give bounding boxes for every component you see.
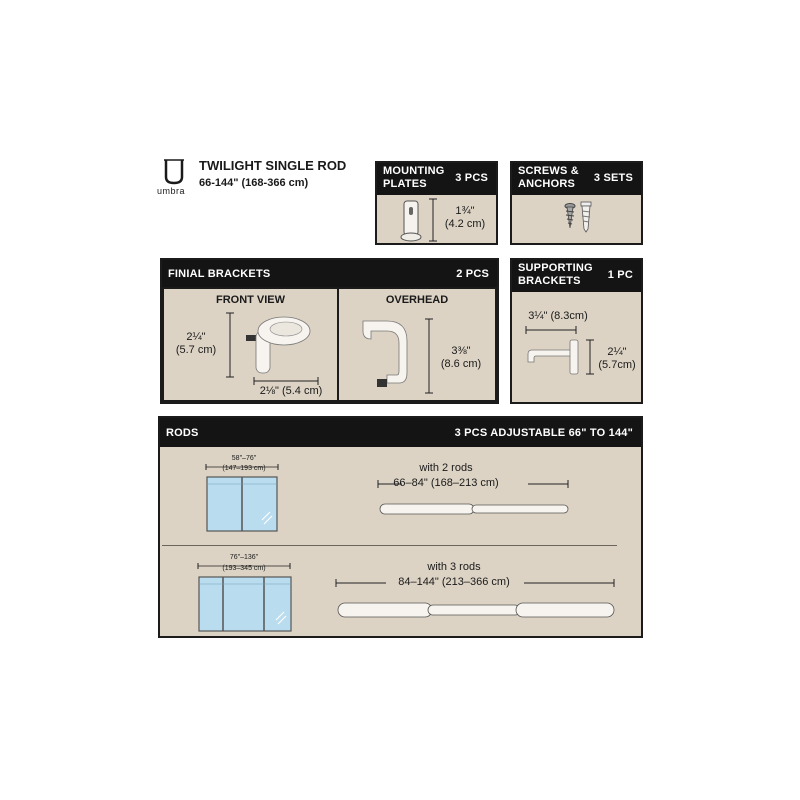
three-rods-length: 84–144" (213–366 cm): [398, 576, 510, 588]
finial-brackets-header: [162, 260, 497, 287]
supporting-depth-line: [526, 326, 576, 334]
screws-label: SCREWS & ANCHORS: [518, 165, 579, 190]
finial-overhead-icon: [357, 317, 413, 391]
mounting-plate-icon: [399, 199, 423, 243]
three-rods-window-range-metric: (193–345 cm): [222, 565, 266, 572]
overhead-dim-metric: (8.6 cm): [440, 358, 482, 370]
overhead-label: OVERHEAD: [385, 294, 449, 306]
rods-header: [160, 418, 641, 447]
mounting-plates-qty: 3 PCS: [455, 172, 488, 184]
product-title: TWILIGHT SINGLE ROD: [199, 158, 347, 173]
mounting-plate-dim-metric: (4.2 cm): [444, 218, 486, 230]
three-rods-icon: [336, 601, 616, 619]
supporting-depth: 3¼" (8.3cm): [528, 310, 588, 322]
front-view-label: FRONT VIEW: [215, 294, 286, 306]
supporting-bracket-icon: [524, 336, 580, 376]
rods-separator: [162, 545, 617, 546]
finial-front-icon: [244, 311, 314, 375]
two-rods-caption: with 2 rods: [419, 462, 473, 474]
two-rods-icon: [378, 502, 570, 516]
brand-name: umbra: [157, 186, 186, 196]
front-view-subpanel: [162, 287, 339, 402]
three-rods-dim-line: [336, 579, 614, 587]
screws-qty: 3 SETS: [593, 172, 633, 184]
rods-panel: [158, 416, 643, 638]
two-rods-window-range-metric: (147–193 cm): [222, 465, 266, 472]
umbra-logo-icon: [163, 159, 185, 185]
window-small-icon: [206, 476, 278, 532]
overhead-subpanel: [337, 287, 497, 402]
screw-icon: [564, 203, 576, 229]
front-view-width: 2⅛" (5.4 cm): [259, 385, 323, 397]
finial-brackets-panel: [160, 258, 499, 404]
window-large-icon: [198, 576, 292, 632]
anchor-icon: [579, 201, 593, 233]
rods-qty: 3 PCS ADJUSTABLE 66" TO 144": [454, 427, 633, 439]
mounting-plate-dim-imperial: 1¾": [455, 205, 475, 217]
two-rods-dim-line: [378, 480, 568, 488]
supporting-brackets-label: SUPPORTING BRACKETS: [518, 262, 593, 287]
mounting-plates-header: [377, 163, 496, 195]
front-view-height-metric: (5.7 cm): [175, 344, 217, 356]
screws-panel: [510, 161, 643, 245]
supporting-brackets-panel: [510, 258, 643, 404]
two-rods-window-range: 58"–76": [231, 455, 257, 462]
front-view-height-line: [226, 313, 234, 377]
supporting-height-metric: (5.7cm): [598, 359, 636, 371]
overhead-dim-imperial: 3⅜": [451, 345, 471, 357]
mounting-plates-panel: [375, 161, 498, 245]
supporting-brackets-qty: 1 PC: [607, 269, 633, 281]
front-view-width-line: [254, 377, 318, 385]
supporting-brackets-header: [512, 260, 641, 292]
front-view-height-imperial: 2¼": [186, 331, 206, 343]
three-rods-caption: with 3 rods: [427, 561, 481, 573]
finial-brackets-label: FINIAL BRACKETS: [168, 268, 271, 280]
mounting-plates-label: MOUNTING PLATES: [383, 165, 445, 190]
rods-label: RODS: [166, 427, 199, 439]
two-rods-length: 66–84" (168–213 cm): [393, 477, 499, 489]
screws-header: [512, 163, 641, 195]
three-rods-window-range: 76"–136": [229, 554, 259, 561]
product-size: 66-144" (168-366 cm): [199, 177, 309, 189]
supporting-height-imperial: 2¼": [607, 346, 627, 358]
finial-brackets-qty: 2 PCS: [456, 268, 489, 280]
